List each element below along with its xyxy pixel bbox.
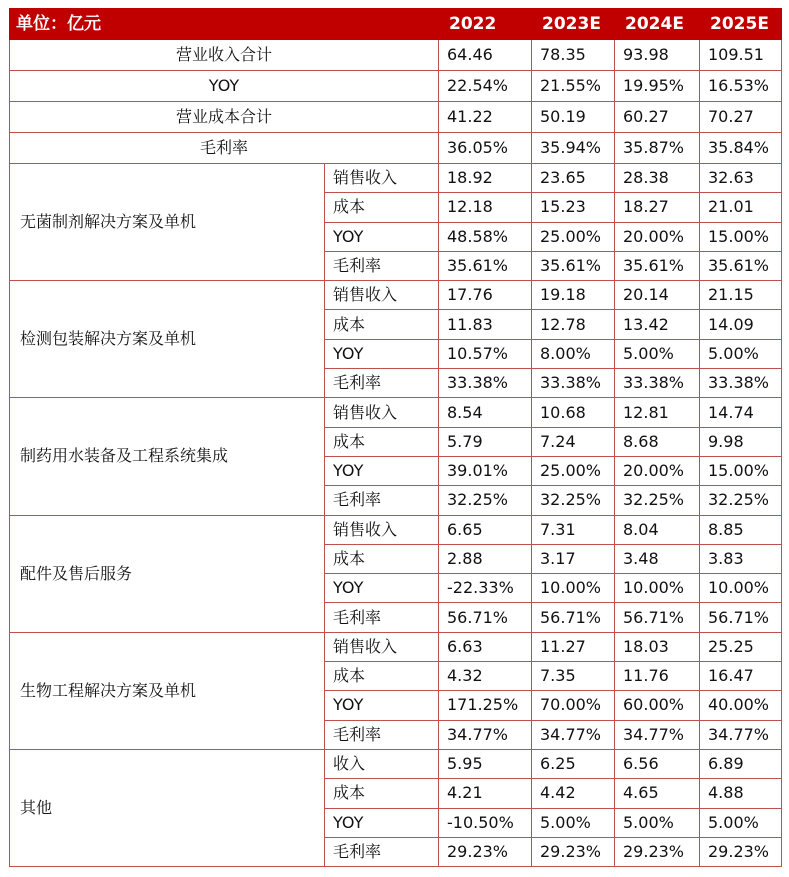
cell-value: 20.00% <box>615 456 700 485</box>
metric-label: 销售收入 <box>325 281 439 310</box>
cell-value: 50.19 <box>532 102 615 133</box>
cell-value: 5.00% <box>615 808 700 837</box>
cell-value: 35.94% <box>532 133 615 164</box>
cell-value: 32.25% <box>532 486 615 515</box>
summary-row-gross-margin <box>10 133 782 164</box>
cell-value: 19.95% <box>615 71 700 102</box>
cell-value: 8.68 <box>615 427 700 456</box>
summary-row-revenue <box>10 40 782 71</box>
segment-row <box>10 164 782 193</box>
cell-value: 34.77% <box>700 720 782 749</box>
year-header: 2023E <box>532 9 615 40</box>
metric-label: YOY <box>325 574 439 603</box>
metric-label: 成本 <box>325 779 439 808</box>
cell-value: 93.98 <box>615 40 700 71</box>
cell-value: 171.25% <box>439 691 532 720</box>
segment-name: 无菌制剂解决方案及单机 <box>10 164 325 281</box>
cell-value: 6.25 <box>532 749 615 778</box>
cell-value: 6.56 <box>615 749 700 778</box>
cell-value: 10.00% <box>615 574 700 603</box>
cell-value: 2.88 <box>439 544 532 573</box>
cell-value: 35.61% <box>532 251 615 280</box>
cell-value: 3.17 <box>532 544 615 573</box>
segment-row <box>10 749 782 778</box>
metric-label: 成本 <box>325 193 439 222</box>
cell-value: 3.48 <box>615 544 700 573</box>
cell-value: 48.58% <box>439 222 532 251</box>
metric-label: 成本 <box>325 662 439 691</box>
cell-value: 70.27 <box>700 102 782 133</box>
cell-value: 5.00% <box>700 808 782 837</box>
cell-value: 21.55% <box>532 71 615 102</box>
cell-value: 4.32 <box>439 662 532 691</box>
cell-value: 29.23% <box>532 837 615 866</box>
cell-value: 33.38% <box>532 369 615 398</box>
cell-value: 78.35 <box>532 40 615 71</box>
cell-value: 56.71% <box>439 603 532 632</box>
metric-label: 成本 <box>325 544 439 573</box>
cell-value: 8.04 <box>615 515 700 544</box>
cell-value: 33.38% <box>439 369 532 398</box>
cell-value: 4.88 <box>700 779 782 808</box>
segment-name: 配件及售后服务 <box>10 515 325 632</box>
cell-value: -22.33% <box>439 574 532 603</box>
cell-value: 16.47 <box>700 662 782 691</box>
cell-value: 39.01% <box>439 456 532 485</box>
cell-value: 40.00% <box>700 691 782 720</box>
cell-value: 16.53% <box>700 71 782 102</box>
cell-value: 34.77% <box>532 720 615 749</box>
year-header: 2022 <box>439 9 532 40</box>
cell-value: 29.23% <box>615 837 700 866</box>
cell-value: 29.23% <box>439 837 532 866</box>
cell-value: 35.61% <box>615 251 700 280</box>
metric-label: 成本 <box>325 427 439 456</box>
cell-value: 4.21 <box>439 779 532 808</box>
metric-label: 销售收入 <box>325 164 439 193</box>
cell-value: 10.68 <box>532 398 615 427</box>
year-header: 2024E <box>615 9 700 40</box>
segment-name: 生物工程解决方案及单机 <box>10 632 325 749</box>
financial-forecast-table <box>9 8 782 867</box>
cell-value: 25.00% <box>532 456 615 485</box>
cell-value: 6.65 <box>439 515 532 544</box>
segment-row <box>10 632 782 661</box>
cell-value: 35.87% <box>615 133 700 164</box>
cell-value: 15.00% <box>700 456 782 485</box>
cell-value: 35.84% <box>700 133 782 164</box>
cell-value: 23.65 <box>532 164 615 193</box>
cell-value: 13.42 <box>615 310 700 339</box>
cell-value: 33.38% <box>700 369 782 398</box>
cell-value: 10.57% <box>439 339 532 368</box>
cell-value: 28.38 <box>615 164 700 193</box>
metric-label: YOY <box>325 691 439 720</box>
cell-value: 19.18 <box>532 281 615 310</box>
cell-value: 18.03 <box>615 632 700 661</box>
cell-value: 29.23% <box>700 837 782 866</box>
table-body <box>10 40 782 867</box>
metric-label: 收入 <box>325 749 439 778</box>
cell-value: 5.79 <box>439 427 532 456</box>
cell-value: 7.24 <box>532 427 615 456</box>
cell-value: 33.38% <box>615 369 700 398</box>
metric-label: 毛利率 <box>325 369 439 398</box>
cell-value: 18.92 <box>439 164 532 193</box>
cell-value: 4.65 <box>615 779 700 808</box>
metric-label: 毛利率 <box>325 486 439 515</box>
cell-value: 9.98 <box>700 427 782 456</box>
cell-value: 5.00% <box>532 808 615 837</box>
cell-value: 35.61% <box>700 251 782 280</box>
metric-label: YOY <box>325 808 439 837</box>
cell-value: 18.27 <box>615 193 700 222</box>
cell-value: 56.71% <box>700 603 782 632</box>
segment-row <box>10 515 782 544</box>
cell-value: 8.54 <box>439 398 532 427</box>
row-label: 毛利率 <box>10 133 439 164</box>
cell-value: 35.61% <box>439 251 532 280</box>
metric-label: 毛利率 <box>325 837 439 866</box>
cell-value: 109.51 <box>700 40 782 71</box>
cell-value: 8.00% <box>532 339 615 368</box>
cell-value: 34.77% <box>615 720 700 749</box>
cell-value: 12.81 <box>615 398 700 427</box>
cell-value: 7.31 <box>532 515 615 544</box>
metric-label: 销售收入 <box>325 515 439 544</box>
segment-name: 制药用水装备及工程系统集成 <box>10 398 325 515</box>
segment-name: 检测包装解决方案及单机 <box>10 281 325 398</box>
cell-value: 10.00% <box>700 574 782 603</box>
cell-value: -10.50% <box>439 808 532 837</box>
row-label: YOY <box>10 71 439 102</box>
cell-value: 8.85 <box>700 515 782 544</box>
cell-value: 70.00% <box>532 691 615 720</box>
header-row <box>10 9 782 40</box>
metric-label: 销售收入 <box>325 398 439 427</box>
cell-value: 5.00% <box>700 339 782 368</box>
cell-value: 60.27 <box>615 102 700 133</box>
cell-value: 21.15 <box>700 281 782 310</box>
cell-value: 11.83 <box>439 310 532 339</box>
cell-value: 32.25% <box>700 486 782 515</box>
cell-value: 56.71% <box>532 603 615 632</box>
cell-value: 5.95 <box>439 749 532 778</box>
cell-value: 7.35 <box>532 662 615 691</box>
cell-value: 32.63 <box>700 164 782 193</box>
cell-value: 6.63 <box>439 632 532 661</box>
cell-value: 15.00% <box>700 222 782 251</box>
cell-value: 34.77% <box>439 720 532 749</box>
cell-value: 14.74 <box>700 398 782 427</box>
cell-value: 10.00% <box>532 574 615 603</box>
metric-label: YOY <box>325 456 439 485</box>
cell-value: 11.27 <box>532 632 615 661</box>
cell-value: 22.54% <box>439 71 532 102</box>
cell-value: 5.00% <box>615 339 700 368</box>
cell-value: 11.76 <box>615 662 700 691</box>
cell-value: 12.18 <box>439 193 532 222</box>
cell-value: 60.00% <box>615 691 700 720</box>
year-header: 2025E <box>700 9 782 40</box>
cell-value: 3.83 <box>700 544 782 573</box>
metric-label: 毛利率 <box>325 251 439 280</box>
summary-row-cost <box>10 102 782 133</box>
cell-value: 15.23 <box>532 193 615 222</box>
metric-label: 毛利率 <box>325 603 439 632</box>
metric-label: 成本 <box>325 310 439 339</box>
cell-value: 6.89 <box>700 749 782 778</box>
metric-label: 毛利率 <box>325 720 439 749</box>
cell-value: 32.25% <box>615 486 700 515</box>
summary-row-yoy <box>10 71 782 102</box>
cell-value: 56.71% <box>615 603 700 632</box>
row-label: 营业成本合计 <box>10 102 439 133</box>
cell-value: 12.78 <box>532 310 615 339</box>
cell-value: 20.00% <box>615 222 700 251</box>
cell-value: 4.42 <box>532 779 615 808</box>
cell-value: 41.22 <box>439 102 532 133</box>
cell-value: 32.25% <box>439 486 532 515</box>
segment-name: 其他 <box>10 749 325 866</box>
metric-label: YOY <box>325 339 439 368</box>
cell-value: 36.05% <box>439 133 532 164</box>
cell-value: 64.46 <box>439 40 532 71</box>
unit-label: 单位：亿元 <box>10 9 439 40</box>
cell-value: 25.25 <box>700 632 782 661</box>
cell-value: 17.76 <box>439 281 532 310</box>
cell-value: 14.09 <box>700 310 782 339</box>
segment-row <box>10 398 782 427</box>
metric-label: 销售收入 <box>325 632 439 661</box>
cell-value: 20.14 <box>615 281 700 310</box>
row-label: 营业收入合计 <box>10 40 439 71</box>
cell-value: 25.00% <box>532 222 615 251</box>
metric-label: YOY <box>325 222 439 251</box>
segment-row <box>10 281 782 310</box>
cell-value: 21.01 <box>700 193 782 222</box>
